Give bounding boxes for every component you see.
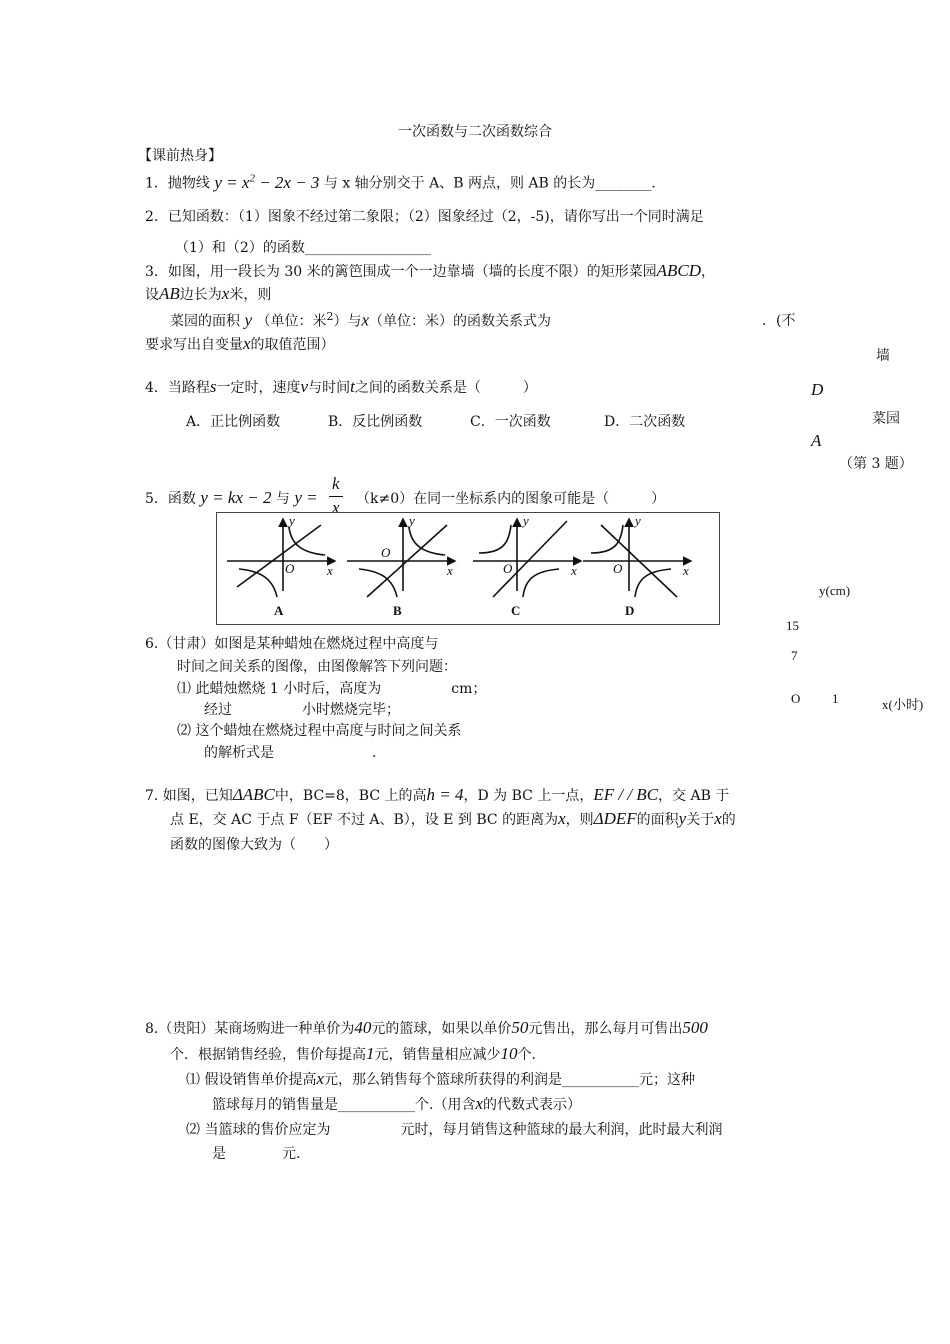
graph-b-x-label: x [447,563,453,578]
question-2-line1: 2．已知函数：（1）图象不经过第二象限；（2）图象经过（2，-5)，请你写出一个同时满足 [145,209,704,225]
q5-graph-panel [216,512,720,625]
question-3-line3-end: ．(不 [762,313,796,329]
q1-rest: 与 x 轴分别交于 A、B 两点，则 AB 的长为________. [323,175,656,192]
graph-b-origin: O [381,545,391,560]
graph-a-label: A [274,603,284,618]
section-heading: 【课前热身】 [138,148,222,164]
graph-a-x-label: x [327,563,333,578]
question-6-line2: 时间之间关系的图像，由图像解答下列问题： [177,659,457,675]
question-3-line2: 设AB边长为x米，则 [145,284,272,303]
q5-graphs-svg [217,513,719,624]
question-6-line3: ⑴ 此蜡烛燃烧 1 小时后，高度为 cm； [177,681,487,697]
question-3-line4: 要求写出自变量x的取值范围） [145,334,335,353]
q4-option-d: D．二次函数 [604,414,686,430]
fig3-point-d: D [811,380,824,399]
graph-c-x-label: x [571,563,577,578]
q4-option-a: A．正比例函数 [186,414,281,430]
question-3-line1: 3．如图，用一段长为 30 米的篱笆围成一个一边靠墙（墙的长度不限）的矩形菜园ABCD， [145,261,716,280]
question-8-line2: 个．根据销售经验，售价每提高1元，销售量相应减少10个. [170,1044,536,1063]
graph-a [227,519,335,597]
fig3-garden-label: 菜园 [872,411,900,427]
q1-equation: $y = x^2 - 2x - 3$ [214,172,320,192]
fig6-tick-7: 7 [791,648,798,663]
page-title: 一次函数与二次函数综合 [398,124,552,140]
graph-c [473,519,581,597]
fig3-point-a: A [811,431,822,450]
q5-fraction-denominator: x [332,498,340,517]
graph-d-y-label: y [635,513,641,528]
q1-lead: 1．抛物线 [145,175,210,192]
question-7-line1: 7. 如图，已知ΔABC中，BC=8，BC 上的高h = 4，D 为 BC 上一点，EF / / BC，交 AB 于 [145,785,730,804]
fig6-origin: O [791,691,801,706]
question-7-line3: 函数的图像大致为（ ） [170,837,338,853]
fig6-y-axis-label: y(cm) [819,583,851,598]
question-7-line2: 点 E，交 AC 于点 F（EF 不过 A、B），设 E 到 BC 的距离为x，则ΔDEF的面积y关于x的 [170,809,736,828]
question-2-line2: （1）和（2）的函数__________________ [175,240,431,256]
q4-option-b: B．反比例函数 [328,414,423,430]
fig3-caption: （第 3 题） [839,456,913,472]
graph-b-label: B [393,603,402,618]
graph-a-y-label: y [289,513,295,528]
graph-d-label: D [625,603,635,618]
graph-c-label: C [511,603,521,618]
question-8-line5: ⑵ 当篮球的售价应定为 元时，每月销售这种篮球的最大利润，此时最大利润 [186,1122,723,1138]
question-6-line6: 的解析式是 . [204,745,377,761]
question-6-line4: 经过 小时燃烧完毕； [204,702,400,718]
graph-b-y-label: y [409,513,415,528]
graph-c-y-label: y [523,513,529,528]
graph-d-x-label: x [683,563,689,578]
q5-rest: （k≠0）在同一坐标系内的图象可能是（ ） [356,491,666,507]
question-8-line6: 是 元. [212,1146,301,1162]
q5-fraction-bar [329,496,343,497]
graph-a-origin: O [285,561,295,576]
fig3-wall-label: 墙 [876,348,890,364]
question-4: 4．当路程s一定时，速度v与时间t之间的函数关系是（ ） [145,377,537,396]
graph-c-origin: O [503,561,513,576]
fig6-tick-1: 1 [832,691,839,706]
question-3-line3: 菜园的面积 y （单位：米$^2$）与x（单位：米）的函数关系式为 [170,310,551,330]
q5-fraction-numerator: k [332,474,340,493]
question-8-line1: 8.（贵阳）某商场购进一种单价为40元的篮球，如果以单价50元售出，那么每月可售出500 [145,1018,708,1037]
graph-d-origin: O [613,561,623,576]
q4-option-c: C．一次函数 [470,414,551,430]
question-8-line3: ⑴ 假设销售单价提高x元，那么销售每个篮球所获得的利润是___________元；这种 [186,1069,695,1088]
question-6-line5: ⑵ 这个蜡烛在燃烧过程中高度与时间之间关系 [177,723,462,739]
graph-d [583,519,691,597]
graph-b [347,519,455,597]
fig6-x-axis-label: x(小时) [882,697,924,712]
question-1 [145,172,656,193]
question-8-line4: 篮球每月的销售量是___________个.（用含x的代数式表示） [212,1094,581,1113]
fig6-tick-15: 15 [786,618,799,633]
question-5: 5．函数 y = kx − 2 与 y = [145,488,318,507]
question-6-line1: 6.（甘肃）如图是某种蜡烛在燃烧过程中高度与 [145,636,439,652]
